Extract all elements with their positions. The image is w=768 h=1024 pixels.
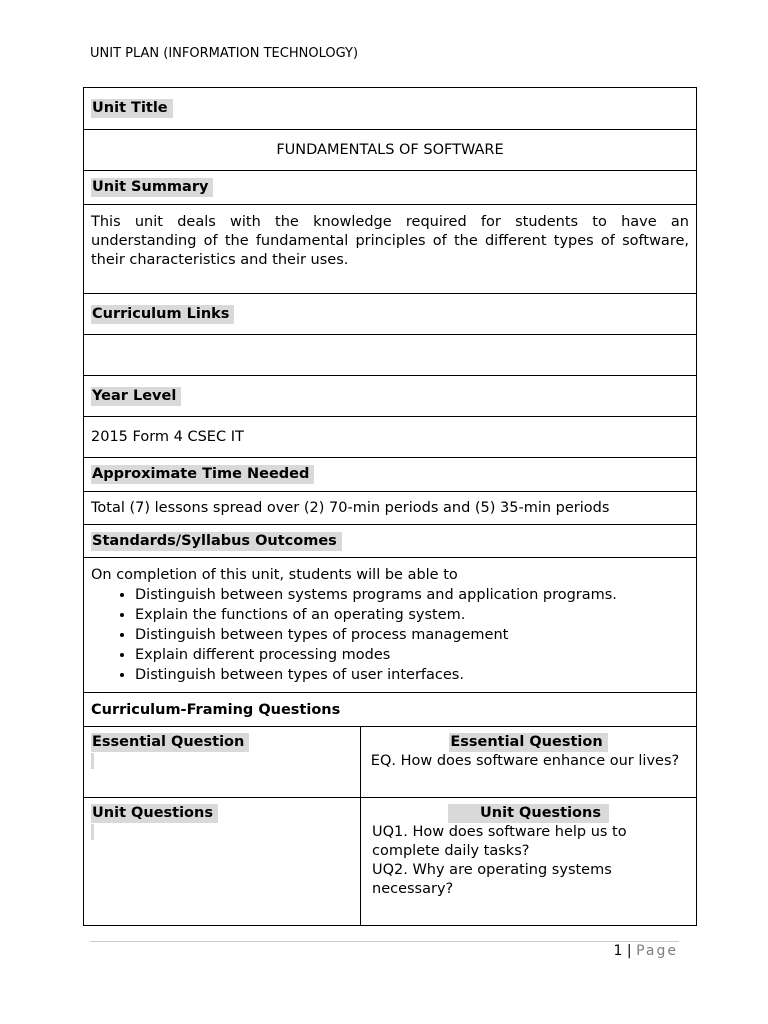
page-word: Page [636,943,678,959]
unit-title-value: FUNDAMENTALS OF SOFTWARE [84,130,697,171]
outcome-item: • Distinguish between systems programs and application programs. [135,585,689,605]
year-level-row [84,417,697,458]
year-level-value: 2015 Form 4 CSEC IT [84,417,697,458]
unit-questions-label: Unit Questions [91,804,218,823]
outcomes-list [91,585,689,685]
standards-intro: On completion of this unit, students will be able to [91,567,458,583]
standards-row [84,558,697,693]
standards-label-row [84,525,697,558]
unit-questions-heading: Unit Questions [448,804,609,823]
curriculum-links-label: Curriculum Links [91,305,234,324]
curriculum-links-label-row [84,294,697,335]
curriculum-links-row [84,335,697,376]
page-footer [614,943,678,959]
essential-question-heading: Essential Question [449,733,607,752]
document-header: UNIT PLAN (INFORMATION TECHNOLOGY) [90,46,359,61]
unit-plan-table [83,87,697,926]
standards-label: Standards/Syllabus Outcomes [91,532,342,551]
framing-label-row [84,693,697,727]
time-needed-label: Approximate Time Needed [91,465,314,484]
unit-summary-label: Unit Summary [91,178,213,197]
essential-question-text: EQ. How does software enhance our lives? [370,753,680,769]
text-cursor-marker [91,824,94,840]
outcome-item: • Distinguish between types of process management [135,625,689,645]
unit-summary-label-row [84,171,697,205]
framing-label: Curriculum-Framing Questions [84,693,697,727]
unit-title-value-row [84,130,697,171]
year-level-label: Year Level [91,387,181,406]
time-needed-label-row [84,458,697,492]
footer-separator: | [626,943,632,959]
essential-question-row [84,727,697,798]
essential-question-label: Essential Question [91,733,249,752]
unit-title-label-row [84,88,697,130]
curriculum-links-value [84,335,697,376]
unit-question-item: UQ1. How does software help us to complete daily tasks? [372,824,627,859]
unit-questions-row [84,798,697,926]
outcome-item: • Distinguish between types of user interfaces. [135,665,689,685]
time-needed-value: Total (7) lessons spread over (2) 70-min periods and (5) 35-min periods [84,492,697,525]
unit-summary-text: This unit deals with the knowledge required for students to have an understanding of the fundamental principles of the different types of software, their characteristics and their uses. [84,205,697,294]
unit-summary-row [84,205,697,294]
outcome-item: • Explain the functions of an operating system. [135,605,689,625]
page-number: 1 [613,943,623,959]
time-needed-row [84,492,697,525]
year-level-label-row [84,376,697,417]
unit-question-item: UQ2. Why are operating systems necessary? [372,862,612,897]
footer-divider [90,941,679,942]
unit-title-label: Unit Title [91,99,173,118]
outcome-item: • Explain different processing modes [135,645,689,665]
text-cursor-marker [91,753,94,769]
